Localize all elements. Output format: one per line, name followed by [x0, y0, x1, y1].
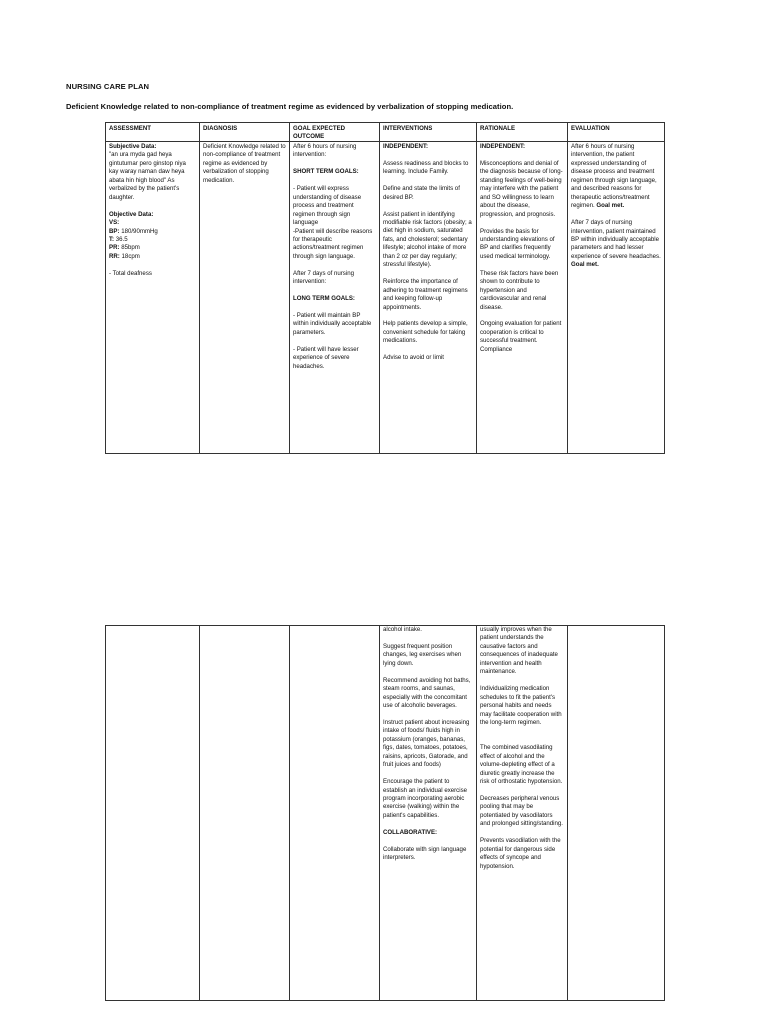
header-goal: GOAL EXPECTED OUTCOME — [290, 123, 380, 142]
rr-value: 18cpm — [119, 252, 140, 260]
evaluation-1-status: Goal met. — [596, 202, 625, 210]
t-label: T: — [109, 235, 115, 243]
goal-cell-continued — [290, 626, 380, 1001]
rationale-8: Prevents vasodilation with the potential for dangerous side effects of syncope and hypotension. — [480, 837, 561, 870]
rationale-4-start: Ongoing evaluation for patient cooperation is critical to successful treatment. Compliance — [480, 320, 562, 353]
interventions-cell — [380, 142, 477, 454]
vital-rr — [109, 253, 196, 261]
evaluation-cell-continued — [568, 626, 665, 1001]
table-header-row — [106, 123, 665, 142]
rationale-independent-label: INDEPENDENT: — [480, 143, 526, 150]
intervention-7: Suggest frequent position changes, leg exercises when lying down. — [383, 642, 462, 667]
rationale-5: Individualizing medication schedules to fit the patient's personal habits and needs may facilitate cooperation with the long-term regimen. — [480, 685, 562, 726]
evaluation-1-text: After 6 hours of nursing intervention, the patient expressed understanding of disease process and treatment regimen through sign language, and described reasons for therapeutic actions/treatment regimen. — [571, 143, 657, 210]
intervention-2: Define and state the limits of desired BP. — [383, 185, 460, 201]
evaluation-cell — [568, 142, 665, 454]
short-term-label: SHORT TERM GOALS: — [293, 168, 359, 176]
rationale-3: These risk factors have been shown to contribute to hypertension and cardiovascular and renal disease. — [480, 269, 559, 311]
rationale-cell — [477, 142, 568, 454]
header-evaluation: EVALUATION — [568, 123, 665, 142]
header-diagnosis: DIAGNOSIS — [200, 123, 290, 142]
vital-temp — [109, 236, 196, 244]
intervention-1: Assess readiness and blocks to learning. Include Family. — [383, 159, 469, 176]
spacer — [480, 736, 564, 744]
care-plan-table-continued — [105, 625, 665, 1001]
bp-value: 180/90mmHg — [119, 227, 158, 235]
diagnosis-cell — [200, 142, 290, 454]
intervention-5: Help patients develop a simple, convenient schedule for taking medications. — [383, 320, 468, 345]
rationale-1: Misconceptions and denial of the diagnosis because of long-standing feelings of well-being may interfere with the patient and SO willingness to learn about the disease, progression, and prognosis. — [480, 159, 563, 218]
rationale-6: The combined vasodilating effect of alcohol and the volume-depleting effect of a diuretic greatly increase the risk of orthostatic hypotension. — [480, 744, 563, 786]
intervention-10: Encourage the patient to establish an individual exercise program incorporating aerobic exercise (walking) within the patient's capabilities. — [383, 778, 468, 819]
intervention-3: Assist patient in identifying modifiable risk factors (obesity; a diet high in sodium, saturated fats, and cholesterol; sedentary lifestyle; alcohol intake of more than 2 oz per day regularly; stressful lifestyle). — [383, 210, 472, 269]
diagnosis-text: Deficient Knowledge related to non-compliance of treatment regime as evidenced by verbalization of stopping medication. — [203, 143, 286, 184]
header-interventions: INTERVENTIONS — [380, 123, 477, 142]
care-plan-table — [105, 122, 665, 454]
diagnosis-cell-continued — [200, 626, 290, 1001]
short-term-goal-1: - Patient will express understanding of disease process and treatment regimen through sign language — [293, 185, 362, 227]
document-title: NURSING CARE PLAN — [66, 82, 150, 91]
rationale-7: Decreases peripheral venous pooling that may be potentiated by vasodilators and prolonged sitting/standing. — [480, 795, 564, 828]
vs-label: VS: — [109, 219, 120, 227]
subjective-label: Subjective Data: — [109, 143, 157, 150]
t-value: 36.5 — [114, 235, 128, 243]
collaborative-1: Collaborate with sign language interpreters. — [383, 845, 467, 862]
interventions-cell-continued — [380, 626, 477, 1001]
goal-cell — [290, 142, 380, 454]
collaborative-label: COLLABORATIVE: — [383, 828, 438, 836]
short-term-goal-2: -Patient will describe reasons for therapeutic actions/treatment regimen through sign language. — [293, 227, 373, 260]
goal-intro: After 6 hours of nursing intervention: — [293, 143, 357, 159]
intervention-8: Recommend avoiding hot baths, steam rooms, and saunas, especially with the concomitant use of alcoholic beverages. — [383, 676, 471, 710]
long-term-goal-2: - Patient will have lesser experience of severe headaches. — [293, 345, 359, 370]
assessment-other: - Total deafness — [109, 269, 152, 277]
evaluation-2 — [571, 219, 661, 270]
evaluation-1 — [571, 143, 661, 211]
header-rationale: RATIONALE — [477, 123, 568, 142]
pr-value: 85bpm — [119, 244, 140, 252]
intervention-9: Instruct patient about increasing intake of foods/ fluids high in potassium (oranges, bananas, figs, dates, tomatoes, potatoes, raisins, apricots, Gatorade, and fruit juices and foods) — [383, 718, 470, 769]
header-assessment: ASSESSMENT — [106, 123, 200, 142]
table-row — [106, 142, 665, 454]
long-term-goal-1: - Patient will maintain BP within individually acceptable parameters. — [293, 311, 372, 336]
goal-after-7-days: After 7 days of nursing intervention: — [293, 269, 354, 286]
rationale-2: Provides the basis for understanding elevations of BP and clarifies frequently used medical terminology. — [480, 227, 555, 260]
rr-label: RR: — [109, 252, 120, 260]
assessment-cell-continued — [106, 626, 200, 1001]
evaluation-2-status: Goal met. — [571, 261, 599, 269]
intervention-6-start: Advise to avoid or limit — [383, 354, 444, 362]
intervention-4: Reinforce the importance of adhering to treatment regimens and keeping follow-up appointments. — [383, 278, 468, 311]
bp-label: BP: — [109, 227, 120, 235]
long-term-label: LONG TERM GOALS: — [293, 295, 355, 303]
vital-bp — [109, 228, 196, 236]
subjective-text: "an ura myda gad heya gintutumar pero ginstop niya kay waray naman daw heya abata hin high blood" As verbalized by the patient's daughter. — [109, 151, 186, 201]
evaluation-2-text: After 7 days of nursing intervention, patient maintained BP within individually acceptable parameters and had lesser experience of severe headaches. — [571, 219, 661, 260]
rationale-4-end: usually improves when the patient understands the causative factors and consequences of inadequate intervention and health maintenance. — [480, 626, 558, 676]
independent-label: INDEPENDENT: — [383, 143, 429, 150]
pr-label: PR: — [109, 244, 120, 252]
vital-pr — [109, 244, 196, 252]
assessment-cell — [106, 142, 200, 454]
objective-label: Objective Data: — [109, 210, 154, 218]
document-subtitle: Deficient Knowledge related to non-compliance of treatment regime as evidenced by verbalization of stopping medication. — [66, 102, 514, 111]
intervention-6-end: alcohol intake. — [383, 626, 422, 633]
rationale-cell-continued — [477, 626, 568, 1001]
table-row — [106, 626, 665, 1001]
